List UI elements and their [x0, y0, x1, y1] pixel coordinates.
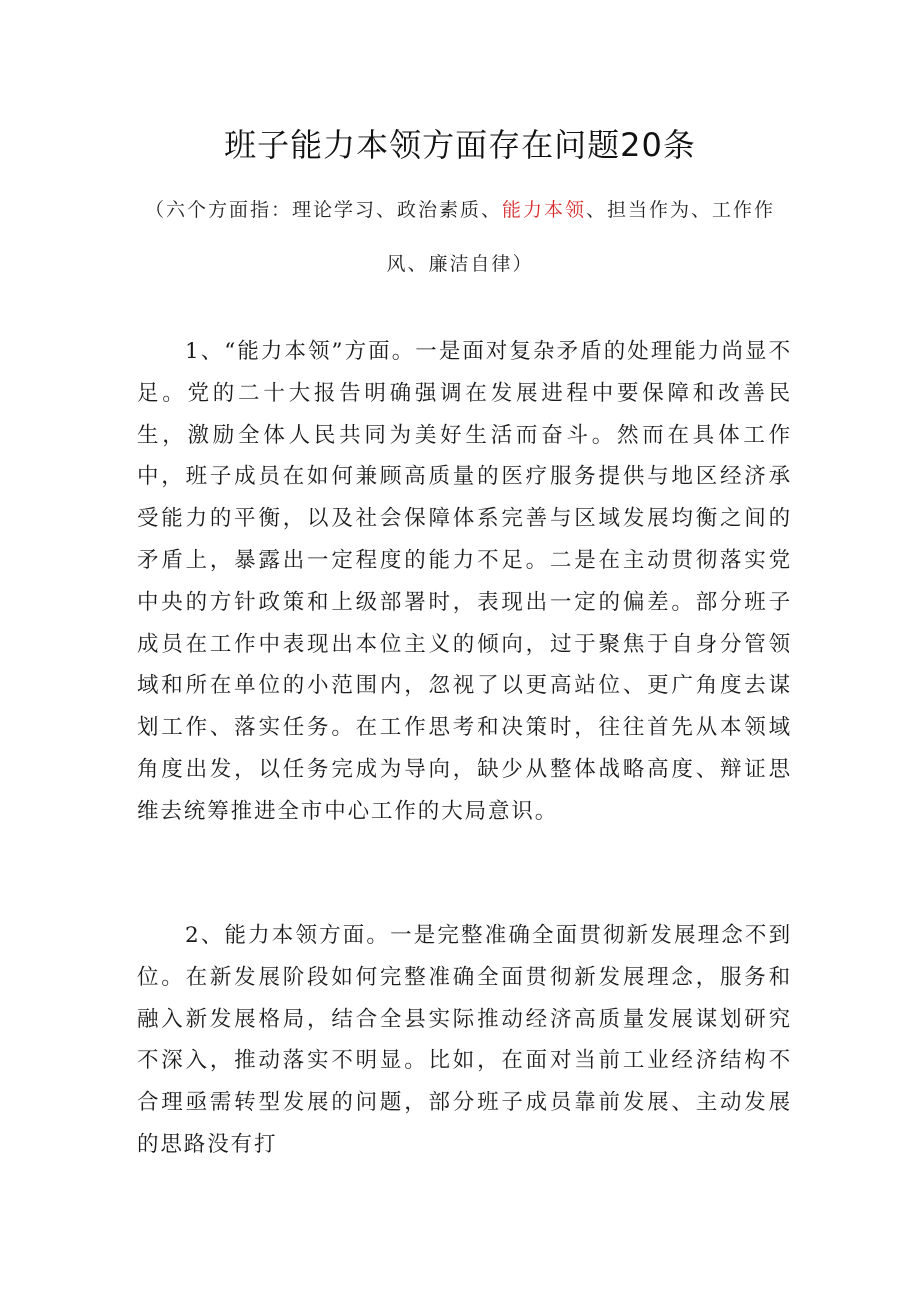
document-subtitle: [140, 183, 780, 291]
subtitle-highlight: 能力本领: [501, 199, 586, 221]
document-title: 班子能力本领方面存在问题20条: [224, 126, 696, 164]
subtitle-text-after: 、担当作为、工作作风、廉洁自律）: [386, 199, 776, 275]
subtitle-text-before: （六个方面指：理论学习、政治素质、: [144, 199, 502, 221]
paragraph-2: 2、能力本领方面。一是完整准确全面贯彻新发展理念不到位。在新发展阶段如何完整准确全面贯彻新发展理念，服务和融入新发展格局，结合全县实际推动经济高质量发展谋划研究不深入，推动落实不明显。比如，在面对当前工业经济结构不合理亟需转型发展的问题，部分班子成员靠前发展、主动发展的思路没有打: [137, 923, 792, 1157]
paragraph-1: 1、“能力本领”方面。一是面对复杂矛盾的处理能力尚显不足。党的二十大报告明确强调在发展进程中要保障和改善民生，激励全体人民共同为美好生活而奋斗。然而在具体工作中，班子成员在如何兼顾高质量的医疗服务提供与地区经济承受能力的平衡，以及社会保障体系完善与区域发展均衡之间的矛盾上，暴露出一定程度的能力不足。二是在主动贯彻落实党中央的方针政策和上级部署时，表现出一定的偏差。部分班子成员在工作中表现出本位主义的倾向，过于聚焦于自身分管领域和所在单位的小范围内，忽视了以更高站位、更广角度去谋划工作、落实任务。在工作思考和决策时，往往首先从本领域角度出发，以任务完成为导向，缺少从整体战略高度、辩证思维去统筹推进全市中心工作的大局意识。: [137, 339, 792, 824]
